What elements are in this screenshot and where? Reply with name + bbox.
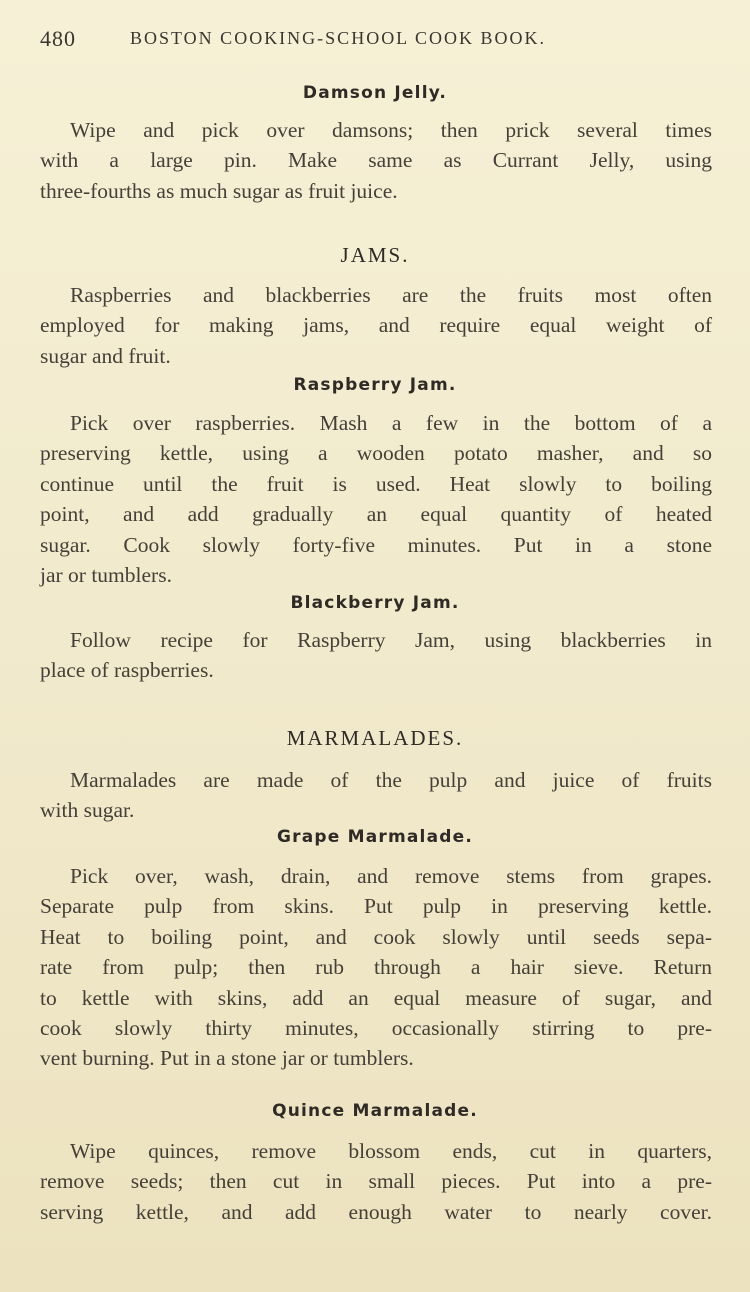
text-line: cook slowly thirty minutes, occasionally stirring to pre- (40, 1016, 712, 1041)
paragraph-quince-marmalade (40, 1136, 712, 1227)
text-line: vent burning. Put in a stone jar or tumblers. (40, 1046, 414, 1071)
text-line: Wipe quinces, remove blossom ends, cut in quarters, (70, 1139, 712, 1163)
page-number: 480 (40, 26, 76, 51)
paragraph-raspberry-jam (40, 408, 712, 590)
book-title: BOSTON COOKING-SCHOOL COOK BOOK. (130, 28, 547, 48)
text-line: remove seeds; then cut in small pieces. Put into a pre- (40, 1169, 712, 1194)
text-line: continue until the fruit is used. Heat slowly to boiling (40, 471, 712, 496)
recipe-title-grape-marmalade: Grape Marmalade. (276, 827, 474, 847)
paragraph-marmalades (40, 765, 712, 826)
text-line: employed for making jams, and require equal weight of (40, 313, 712, 338)
text-line: preserving kettle, using a wooden potato masher, and so (40, 441, 712, 466)
paragraph-jams (40, 280, 712, 371)
text-line: Marmalades are made of the pulp and juice of fruits (70, 768, 712, 792)
recipe-title-blackberry-jam: Blackberry Jam. (290, 593, 460, 613)
text-line: with sugar. (40, 798, 135, 823)
text-line: sugar. Cook slowly forty-five minutes. Put in a stone (40, 532, 712, 557)
text-line: serving kettle, and add enough water to nearly cover. (40, 1199, 712, 1224)
text-line: Wipe and pick over damsons; then prick several times (70, 118, 712, 142)
recipe-title-damson-jelly: Damson Jelly. (302, 83, 448, 103)
running-head (40, 26, 710, 54)
text-line: Pick over, wash, drain, and remove stems from grapes. (70, 864, 712, 888)
text-line: Follow recipe for Raspberry Jam, using blackberries in (70, 628, 712, 652)
section-title-marmalades: MARMALADES. (286, 726, 464, 750)
paragraph-damson-jelly (40, 115, 712, 206)
text-line: with a large pin. Make same as Currant Jelly, using (40, 148, 712, 173)
recipe-title-raspberry-jam: Raspberry Jam. (293, 375, 457, 395)
text-line: rate from pulp; then rub through a hair sieve. Return (40, 955, 712, 980)
text-line: sugar and fruit. (40, 343, 171, 368)
text-line: jar or tumblers. (40, 563, 172, 588)
text-line: to kettle with skins, add an equal measure of sugar, and (40, 985, 712, 1010)
text-line: point, and add gradually an equal quantity of heated (40, 502, 712, 527)
section-title-jams: JAMS. (340, 243, 410, 267)
text-line: Heat to boiling point, and cook slowly until seeds sepa- (40, 924, 712, 949)
text-line: Separate pulp from skins. Put pulp in preserving kettle. (40, 894, 712, 919)
text-line: Pick over raspberries. Mash a few in the bottom of a (70, 411, 712, 435)
recipe-title-quince-marmalade: Quince Marmalade. (272, 1101, 478, 1121)
text-line: Raspberries and blackberries are the fruits most often (70, 283, 712, 307)
paragraph-grape-marmalade (40, 861, 712, 1074)
text-line: three-fourths as much sugar as fruit juice. (40, 178, 398, 203)
text-line: place of raspberries. (40, 658, 214, 683)
paragraph-blackberry-jam (40, 625, 712, 686)
